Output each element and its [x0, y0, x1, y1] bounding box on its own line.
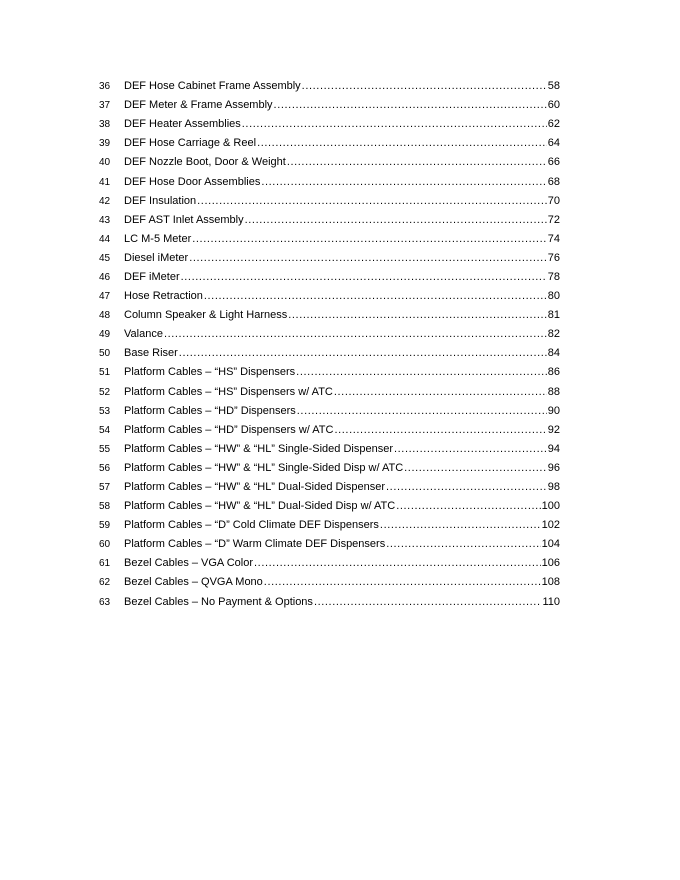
toc-entry[interactable] — [0, 497, 680, 516]
toc-entry-number: 63 — [99, 596, 111, 608]
toc-entry[interactable] — [0, 383, 680, 402]
toc-entry-line — [124, 344, 560, 363]
toc-entry-page-number: 78 — [547, 270, 560, 283]
dot-leader — [192, 230, 547, 249]
toc-entry[interactable] — [0, 134, 680, 153]
dot-leader — [296, 363, 547, 382]
toc-entry-title[interactable]: Platform Cables – “HD” Dispensers — [124, 404, 296, 417]
toc-entry[interactable] — [0, 211, 680, 230]
toc-entry-line — [124, 554, 560, 573]
toc-entry[interactable] — [0, 249, 680, 268]
toc-entry-page-number: 72 — [547, 213, 560, 226]
toc-entry-page-number: 84 — [547, 347, 560, 360]
toc-entry[interactable] — [0, 325, 680, 344]
toc-entry-number: 36 — [99, 81, 111, 93]
toc-entry-number: 43 — [99, 214, 111, 226]
toc-entry-number: 44 — [99, 233, 111, 245]
dot-leader — [288, 306, 547, 325]
toc-entry-number: 54 — [99, 424, 111, 436]
toc-entry-number: 50 — [99, 348, 111, 360]
toc-entry[interactable] — [0, 593, 680, 612]
toc-entry-title[interactable]: Bezel Cables – QVGA Mono — [124, 576, 263, 589]
toc-entry-page-number: 58 — [547, 80, 560, 93]
toc-entry-title[interactable]: Platform Cables – “HW” & “HL” Dual-Sided Dispenser — [124, 481, 386, 494]
dot-leader — [394, 440, 547, 459]
toc-entry-page-number: 80 — [547, 290, 560, 303]
toc-entry-line — [124, 230, 560, 249]
toc-entry-line — [124, 192, 560, 211]
toc-entry-number: 62 — [99, 577, 111, 589]
table-of-contents — [0, 77, 680, 612]
toc-entry-title[interactable]: Platform Cables – “D” Cold Climate DEF Dispensers — [124, 519, 379, 532]
dot-leader — [264, 573, 541, 592]
toc-entry-page-number: 90 — [547, 404, 560, 417]
toc-entry[interactable] — [0, 192, 680, 211]
dot-leader — [164, 325, 547, 344]
toc-entry[interactable] — [0, 344, 680, 363]
toc-entry-title[interactable]: Platform Cables – “HD” Dispensers w/ ATC — [124, 423, 334, 436]
toc-entry-line — [124, 573, 560, 592]
toc-entry-title[interactable]: Valance — [124, 328, 163, 341]
toc-entry-number: 37 — [99, 100, 111, 112]
toc-entry-title[interactable]: Platform Cables – “HW” & “HL” Single-Sided Disp w/ ATC — [124, 461, 404, 474]
toc-entry[interactable] — [0, 478, 680, 497]
toc-entry[interactable] — [0, 77, 680, 96]
toc-entry[interactable] — [0, 230, 680, 249]
toc-entry-title[interactable]: Hose Retraction — [124, 290, 203, 303]
toc-entry-title[interactable]: Platform Cables – “D” Warm Climate DEF Dispensers — [124, 538, 386, 551]
dot-leader — [386, 535, 540, 554]
dot-leader — [302, 77, 547, 96]
toc-entry-page-number: 62 — [547, 118, 560, 131]
toc-entry-title[interactable]: DEF Nozzle Boot, Door & Weight — [124, 156, 286, 169]
toc-entry-page-number: 66 — [547, 156, 560, 169]
dot-leader — [404, 459, 547, 478]
toc-entry-line — [124, 287, 560, 306]
toc-entry-title[interactable]: Platform Cables – “HW” & “HL” Single-Sided Dispenser — [124, 442, 393, 455]
dot-leader — [261, 173, 546, 192]
toc-entry[interactable] — [0, 153, 680, 172]
toc-entry-page-number: 92 — [547, 423, 560, 436]
toc-entry-line — [124, 478, 560, 497]
dot-leader — [386, 478, 547, 497]
toc-entry[interactable] — [0, 268, 680, 287]
toc-entry-number: 41 — [99, 176, 111, 188]
toc-entry-page-number: 102 — [541, 519, 560, 532]
toc-entry-line — [124, 363, 560, 382]
toc-entry-page-number: 98 — [547, 481, 560, 494]
toc-entry-title[interactable]: DEF iMeter — [124, 270, 180, 283]
toc-entry[interactable] — [0, 535, 680, 554]
toc-entry-title[interactable]: Column Speaker & Light Harness — [124, 309, 288, 322]
toc-entry-page-number: 106 — [541, 557, 560, 570]
toc-entry-title[interactable]: DEF Hose Cabinet Frame Assembly — [124, 80, 301, 93]
toc-entry[interactable] — [0, 554, 680, 573]
toc-entry-page-number: 74 — [547, 232, 560, 245]
toc-entry-number: 61 — [99, 558, 111, 570]
toc-entry-title[interactable]: DEF Hose Carriage & Reel — [124, 137, 257, 150]
toc-entry[interactable] — [0, 440, 680, 459]
toc-entry[interactable] — [0, 516, 680, 535]
toc-entry-page-number: 82 — [547, 328, 560, 341]
toc-entry-title[interactable]: DEF Meter & Frame Assembly — [124, 99, 273, 112]
toc-entry-title[interactable]: DEF Hose Door Assemblies — [124, 175, 261, 188]
toc-entry-line — [124, 325, 560, 344]
toc-entry[interactable] — [0, 306, 680, 325]
toc-entry-line — [124, 115, 560, 134]
toc-entry-page-number: 81 — [547, 309, 560, 322]
toc-entry-page-number: 104 — [541, 538, 560, 551]
toc-entry-number: 58 — [99, 501, 111, 513]
toc-entry[interactable] — [0, 421, 680, 440]
toc-entry-line — [124, 153, 560, 172]
toc-entry-title[interactable]: Base Riser — [124, 347, 178, 360]
toc-entry-number: 56 — [99, 462, 111, 474]
dot-leader — [197, 192, 547, 211]
toc-entry-number: 45 — [99, 252, 111, 264]
toc-entry-line — [124, 211, 560, 230]
toc-entry-number: 52 — [99, 386, 111, 398]
toc-entry[interactable] — [0, 287, 680, 306]
toc-entry-number: 51 — [99, 367, 111, 379]
toc-entry-line — [124, 516, 560, 535]
toc-entry[interactable] — [0, 363, 680, 382]
toc-entry-page-number: 70 — [547, 194, 560, 207]
toc-entry-title[interactable]: DEF Heater Assemblies — [124, 118, 241, 131]
toc-entry-title[interactable]: DEF Insulation — [124, 194, 197, 207]
toc-entry-title[interactable]: Platform Cables – “HS” Dispensers — [124, 366, 296, 379]
dot-leader — [287, 153, 547, 172]
toc-entry-line — [124, 383, 560, 402]
toc-entry-number: 42 — [99, 195, 111, 207]
dot-leader — [254, 554, 541, 573]
toc-entry-line — [124, 535, 560, 554]
dot-leader — [297, 402, 547, 421]
toc-entry-line — [124, 96, 560, 115]
toc-entry-line — [124, 459, 560, 478]
dot-leader — [179, 344, 547, 363]
toc-entry-line — [124, 249, 560, 268]
toc-entry-page-number: 68 — [547, 175, 560, 188]
toc-entry-page-number: 60 — [547, 99, 560, 112]
dot-leader — [380, 516, 541, 535]
dot-leader — [204, 287, 547, 306]
toc-entry[interactable] — [0, 402, 680, 421]
toc-entry-page-number: 94 — [547, 442, 560, 455]
toc-entry-title[interactable]: Bezel Cables – VGA Color — [124, 557, 254, 570]
toc-entry-line — [124, 134, 560, 153]
toc-entry-page-number: 100 — [541, 500, 560, 513]
toc-entry-number: 47 — [99, 291, 111, 303]
toc-entry-number: 55 — [99, 443, 111, 455]
toc-entry-number: 46 — [99, 271, 111, 283]
dot-leader — [245, 211, 547, 230]
toc-entry-number: 39 — [99, 138, 111, 150]
dot-leader — [257, 134, 547, 153]
toc-entry-line — [124, 77, 560, 96]
dot-leader — [274, 96, 547, 115]
toc-entry-page-number: 110 — [542, 595, 560, 608]
toc-entry[interactable] — [0, 172, 680, 191]
toc-entry-line — [124, 173, 560, 192]
dot-leader — [189, 249, 547, 268]
toc-entry-page-number: 108 — [541, 576, 560, 589]
toc-entry-number: 49 — [99, 329, 111, 341]
toc-entry[interactable] — [0, 115, 680, 134]
toc-entry[interactable] — [0, 459, 680, 478]
dot-leader — [314, 593, 542, 612]
toc-entry-title[interactable]: Bezel Cables – No Payment & Options — [124, 595, 313, 608]
toc-entry-number: 53 — [99, 405, 111, 417]
toc-entry-page-number: 88 — [547, 385, 560, 398]
toc-entry[interactable] — [0, 573, 680, 592]
toc-entry-number: 38 — [99, 119, 111, 131]
toc-entry-title[interactable]: DEF AST Inlet Assembly — [124, 213, 244, 226]
toc-entry-line — [124, 440, 560, 459]
toc-entry-number: 59 — [99, 520, 111, 532]
toc-entry-number: 57 — [99, 482, 111, 494]
toc-entry-line — [124, 593, 560, 612]
toc-entry-title[interactable]: Diesel iMeter — [124, 251, 189, 264]
toc-entry-line — [124, 421, 560, 440]
toc-entry[interactable] — [0, 96, 680, 115]
toc-entry-line — [124, 306, 560, 325]
toc-entry-title[interactable]: Platform Cables – “HW” & “HL” Dual-Sided Disp w/ ATC — [124, 500, 396, 513]
dot-leader — [396, 497, 540, 516]
toc-entry-number: 40 — [99, 157, 111, 169]
toc-entry-line — [124, 268, 560, 287]
toc-entry-page-number: 64 — [547, 137, 560, 150]
dot-leader — [242, 115, 547, 134]
dot-leader — [181, 268, 547, 287]
toc-entry-page-number: 86 — [547, 366, 560, 379]
toc-entry-line — [124, 402, 560, 421]
toc-entry-page-number: 76 — [547, 251, 560, 264]
toc-entry-number: 60 — [99, 539, 111, 551]
toc-entry-number: 48 — [99, 310, 111, 322]
toc-entry-line — [124, 497, 560, 516]
dot-leader — [334, 383, 547, 402]
toc-entry-title[interactable]: Platform Cables – “HS” Dispensers w/ ATC — [124, 385, 333, 398]
dot-leader — [334, 421, 546, 440]
toc-entry-title[interactable]: LC M-5 Meter — [124, 232, 192, 245]
toc-entry-page-number: 96 — [547, 461, 560, 474]
